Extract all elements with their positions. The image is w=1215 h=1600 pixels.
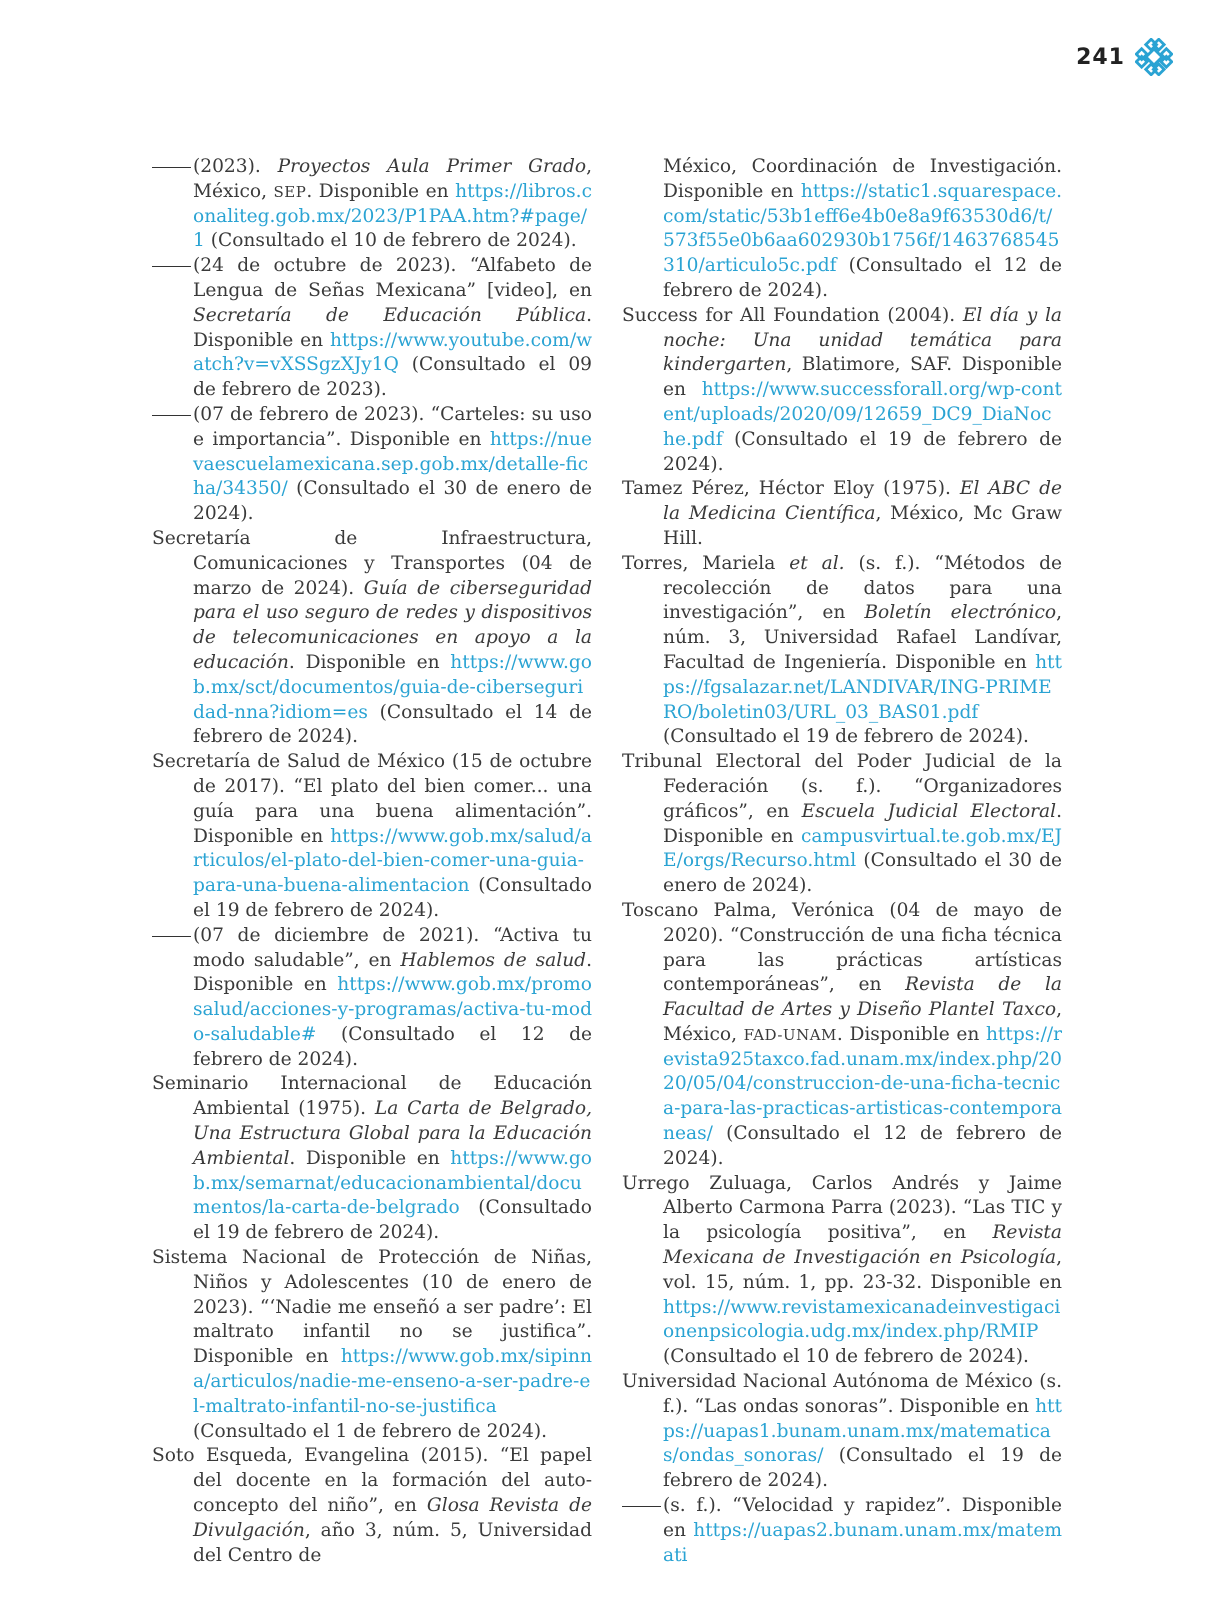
bibliography [152,155,1062,1568]
publisher-acronym: SEP [273,182,307,201]
page-number: 241 [1076,44,1125,70]
reference-text: México, Coordinación de Investigación. Disponible en [663,156,1062,202]
reference-text: , México, [663,999,1062,1045]
reference-entry [622,304,1062,478]
reference-title: Escuela Judicial Electoral [801,800,1057,822]
reference-text: Universidad Nacional Autónoma de México (s. f.). “Las ondas sonoras”. Disponible en [622,1371,1062,1417]
reference-link[interactable]: https://www.gob.mx/sipinna/articulos/nadie-me-enseno-a-ser-padre-el-maltrato-infantil-no-se-justifica [193,1346,592,1417]
reference-title: et al. [789,552,845,574]
reference-text: , Blatimore, SAF. Disponible en [663,354,1062,401]
reference-link[interactable]: https://nuevaescuelamexicana.sep.gob.mx/detalle-ficha/34350/ [193,428,592,500]
reference-text: (Consultado el 10 de febrero de 2024). [663,1346,1029,1368]
repeated-author-dash [152,265,191,267]
reference-entry [622,477,1062,551]
reference-entry [152,1444,592,1568]
reference-text: (s. f.). “Velocidad y rapidez”. Disponible en [663,1495,1062,1541]
reference-link[interactable]: https://www.gob.mx/semarnat/educacionambiental/documentos/la-carta-de-belgrado [193,1147,592,1219]
publisher-acronym: FAD-UNAM [743,1025,837,1044]
reference-title: La Carta de Belgrado, Una Estructura Global para la Educación Ambiental [193,1098,593,1169]
reference-text: (Consultado el 19 de febrero de 2024). [663,1445,1062,1492]
reference-entry [152,1246,592,1444]
reference-text: , año 3, núm. 5, Universidad del Centro de [193,1519,592,1566]
reference-entry [622,750,1062,899]
reference-link[interactable]: https://revista925taxco.fad.unam.mx/index.php/2020/05/04/construccion-de-una-ficha-tecnica-para-las-practicas-artisticas-contemporaneas/ [663,1023,1062,1145]
reference-link[interactable]: https://www.gob.mx/sct/documentos/guia-de-ciberseguridad-nna?idiom=es [193,651,592,723]
reference-entry [622,155,1062,304]
reference-entry [152,403,592,527]
reference-text: . Disponible en [193,304,592,351]
reference-text: Secretaría de Infraestructura, Comunicaciones y Transportes (04 de marzo de 2024). [152,527,592,599]
reference-text: (Consultado el 19 de febrero de 2024). [663,726,1029,748]
reference-text: (2023). [193,156,278,177]
reference-text: Seminario Internacional de Educación Ambiental (1975). [152,1073,592,1120]
reference-entry [152,924,592,1073]
reference-link[interactable]: campusvirtual.te.gob.mx/EJE/orgs/Recurso.html [663,825,1062,872]
reference-entry [622,1370,1062,1494]
reference-title: Boletín electrónico [864,602,1057,624]
reference-text: (Consultado el 14 de febrero de 2024). [193,701,592,748]
reference-text: Success for All Foundation (2004). [622,304,963,326]
repeated-author-dash [152,414,191,416]
reference-entry [152,750,592,924]
reference-title: El día y la noche: Una unidad temática para kindergarten [663,304,1062,376]
reference-title: Revista de la Facultad de Artes y Diseño Plantel Taxco [663,974,1062,1021]
reference-link[interactable]: https://uapas1.bunam.unam.mx/matematicas/ondas_sonoras/ [663,1395,1062,1467]
reference-text: Tamez Pérez, Héctor Eloy (1975). [622,478,960,500]
reference-link[interactable]: https://uapas2.bunam.unam.mx/matemati [663,1519,1062,1566]
reference-text: (Consultado el 12 de febrero de 2024). [663,1123,1062,1169]
reference-text: Soto Esqueda, Evangelina (2015). “El papel del docente en la formación del auto-concepto del niño”, en [152,1445,592,1517]
reference-text: Urrego Zuluaga, Carlos Andrés y Jaime Alberto Carmona Parra (2023). “Las TIC y la psicología positiva”, en [622,1172,1062,1244]
reference-text: , vol. 15, núm. 1, pp. 23-32. Disponible en [663,1247,1062,1293]
reference-text: . Disponible en [306,180,456,202]
reference-link[interactable]: https://www.gob.mx/promosalud/acciones-y-programas/activa-tu-modo-saludable# [193,974,592,1045]
reference-text: Secretaría de Salud de México (15 de octubre de 2017). “El plato del bien comer... una guía para una buena alimentación”. Disponible en [152,751,592,847]
reference-title: Guía de ciberseguridad para el uso seguro de redes y dispositivos de telecomunicaciones en apoyo a la educación [193,577,592,673]
reference-text: (Consultado el 12 de febrero de 2024). [193,1023,592,1070]
snowflake-knot-icon [1135,38,1173,76]
reference-text: (Consultado el 1 de febrero de 2024). [193,1420,548,1442]
reference-text: (s. f.). “Métodos de recolección de datos para una investigación”, en [663,552,1062,624]
reference-text: Toscano Palma, Verónica (04 de mayo de 2020). “Construcción de una ficha técnica para las prácticas artísticas contemporáneas”, en [622,899,1062,996]
reference-title: Proyectos Aula Primer Grado [277,156,587,177]
reference-link[interactable]: https://libros.conaliteg.gob.mx/2023/P1PAA.htm?#page/1 [193,180,593,252]
reference-entry [152,155,592,254]
reference-text: (24 de octubre de 2023). “Alfabeto de Lengua de Señas Mexicana” [video], en [193,255,592,301]
reference-text: Tribunal Electoral del Poder Judicial de la Federación (s. f.). “Organizadores gráficos”, en [622,751,1062,822]
reference-title: El ABC de la Medicina Científica [663,478,1062,525]
repeated-author-dash [622,1505,661,1507]
left-column [152,155,592,1568]
reference-text: (Consultado el 12 de febrero de 2024). [663,255,1062,301]
reference-text: (Consultado el 30 de enero de 2024). [663,850,1062,897]
reference-title: Secretaría de Educación Pública [193,304,587,326]
repeated-author-dash [152,166,191,168]
reference-link[interactable]: https://static1.squarespace.com/static/53b1eff6e4b0e8a9f63530d6/t/573f55e0b6aa602930b1756f/1463768545310/articulo5c.pdf [663,180,1062,277]
repeated-author-dash [152,935,191,937]
reference-text: Sistema Nacional de Protección de Niñas, Niños y Adolescentes (10 de enero de 2023). “‘Nadie me enseñó a ser padre’: El maltrato infantil no se justifica”. Disponible en [152,1247,592,1368]
reference-title: Revista Mexicana de Investigación en Psicología [663,1222,1062,1269]
reference-title: Hablemos de salud [400,949,587,971]
reference-title: Glosa Revista de Divulgación [193,1495,592,1541]
reference-entry [622,1494,1062,1568]
reference-link[interactable]: https://www.gob.mx/salud/articulos/el-plato-del-bien-comer-una-guia-para-una-buena-alimentacion [193,825,592,897]
reference-text: (07 de diciembre de 2021). “Activa tu modo saludable”, en [193,924,592,971]
reference-text: , núm. 3, Universidad Rafael Landívar, Facultad de Ingeniería. Disponible en [663,602,1062,673]
reference-entry [152,527,592,750]
reference-link[interactable]: https://www.revistamexicanadeinvestigacionenpsicologia.udg.mx/index.php/RMIP [663,1296,1061,1343]
reference-text: . Disponible en [836,1023,986,1045]
reference-link[interactable]: https://www.successforall.org/wp-content/uploads/2020/09/12659_DC9_DiaNoche.pdf [663,379,1062,450]
reference-text: (07 de febrero de 2023). “Carteles: su uso e importancia”. Disponible en [193,403,592,450]
reference-text: . Disponible en [193,949,592,996]
reference-text: (Consultado el 30 de enero de 2024). [193,478,592,525]
reference-text: (Consultado el 19 de febrero de 2024). [193,1197,592,1244]
reference-text: (Consultado el 19 de febrero de 2024). [193,875,592,921]
reference-entry [622,1172,1062,1370]
reference-text: Torres, Mariela [622,552,790,574]
reference-text: . Disponible en [288,651,451,673]
reference-text: (Consultado el 09 de febrero de 2023). [193,354,592,401]
reference-text: (Consultado el 19 de febrero de 2024). [663,428,1062,475]
reference-text: , México, Mc Graw Hill. [663,503,1062,549]
reference-text: . Disponible en [663,800,1062,847]
page-header [1076,38,1173,76]
reference-entry [622,552,1062,750]
reference-link[interactable]: https://www.youtube.com/watch?v=vXSSgzXJy1Q [193,329,592,376]
reference-text: . Disponible en [289,1147,451,1169]
reference-text: , México, [193,156,592,202]
reference-entry [622,899,1062,1172]
right-column [622,155,1062,1568]
reference-entry [152,254,592,403]
reference-entry [152,1072,592,1246]
reference-link[interactable]: https://fgsalazar.net/LANDIVAR/ING-PRIMERO/boletin03/URL_03_BAS01.pdf [663,651,1062,723]
reference-text: (Consultado el 10 de febrero de 2024). [204,230,577,252]
